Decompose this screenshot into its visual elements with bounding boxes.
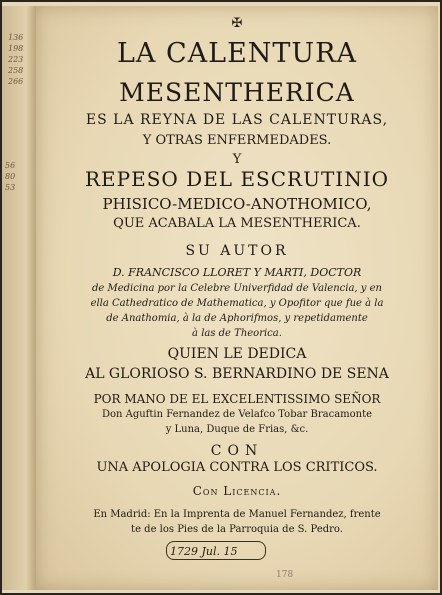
margin-note: 80 <box>5 172 16 181</box>
patron-line-3: y Luna, Duque de Frias, &c. <box>165 424 309 435</box>
dedication-line-2: AL GLORIOSO S. BERNARDINO DE SENA <box>85 366 389 382</box>
title-line-3: REPESO DEL ESCRUTINIO <box>85 167 389 191</box>
ornament-cross-icon: ✠ <box>231 16 243 31</box>
author-heading: SU AUTOR <box>185 243 289 259</box>
title-line-5: QUE ACABALA LA MESENTHERICA. <box>113 216 361 231</box>
con-heading: CON <box>210 443 264 459</box>
binding-gutter <box>2 6 36 590</box>
subtitle-line-1: ES LA REYNA DE LAS CALENTURAS, <box>85 112 389 128</box>
dedication-line-1: QUIEN LE DEDICA <box>167 346 307 362</box>
conjunction: Y <box>232 152 242 167</box>
margin-note: 136 <box>8 33 24 42</box>
author-line-2: de Medicina por la Celebre Univerfidad de Valencia, y en <box>92 283 382 294</box>
author-line-5: à las de Theorica. <box>192 328 282 339</box>
handwritten-date: 1729 Jul. 15 <box>170 545 238 558</box>
title-line-1: LA CALENTURA <box>116 38 358 69</box>
patron-line-1: POR MANO DE EL EXCELENTISSIMO SEÑOR <box>93 392 381 406</box>
imprint-line-1: En Madrid: En la Imprenta de Manuel Fernandez, frente <box>93 509 381 520</box>
margin-notes-b <box>5 160 15 193</box>
margin-note: 56 <box>5 161 16 170</box>
apology-line: UNA APOLOGIA CONTRA LOS CRITICOS. <box>96 460 378 475</box>
title-line-2: MESENTHERICA <box>119 78 355 107</box>
margin-notes-a <box>8 32 23 87</box>
author-line-3: ella Cathedratico de Mathematica, y Opofitor que fue à la <box>90 298 384 309</box>
author-line-1: D. FRANCISCO LLORET Y MARTI, DOCTOR <box>112 266 362 279</box>
author-line-4: de Anathomia, à la de Aphorifmos, y repetidamente <box>106 313 368 324</box>
margin-note: 258 <box>8 66 24 75</box>
margin-note: 198 <box>8 44 24 53</box>
subtitle-line-2: Y OTRAS ENFERMEDADES. <box>142 133 332 148</box>
title-line-4: PHISICO-MEDICO-ANOTHOMICO, <box>102 195 372 213</box>
patron-line-2: Don Aguftin Fernandez de Velafco Tobar Bracamonte <box>101 409 373 420</box>
margin-note: 223 <box>8 55 24 64</box>
pencil-mark: 178 <box>276 570 294 580</box>
license-line: Con Licencia. <box>192 484 282 498</box>
imprint-line-2: te de los Pies de la Parroquia de S. Pedro. <box>131 524 343 535</box>
margin-note: 53 <box>5 183 16 192</box>
margin-note: 266 <box>8 77 24 86</box>
